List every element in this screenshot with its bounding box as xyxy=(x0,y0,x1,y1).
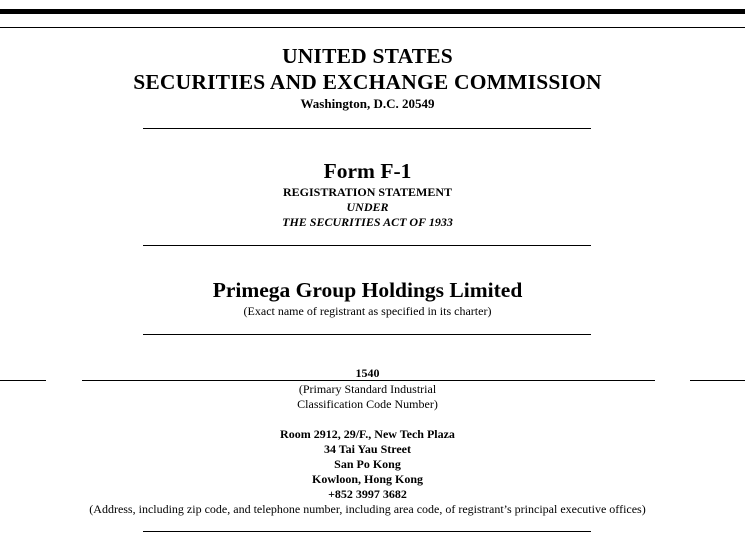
sic-underline-left xyxy=(0,380,46,381)
sic-code: 1540 xyxy=(355,366,380,380)
top-thin-rule xyxy=(0,27,745,28)
address-line-1: Room 2912, 29/F., New Tech Plaza xyxy=(280,427,455,441)
sic-note-line-2: Classification Code Number) xyxy=(297,397,438,411)
sic-note-line-1: (Primary Standard Industrial xyxy=(298,382,437,396)
form-title: Form F-1 xyxy=(323,159,412,183)
divider-4 xyxy=(143,531,591,532)
securities-act: THE SECURITIES ACT OF 1933 xyxy=(282,215,453,229)
registrant-name-note: (Exact name of registrant as specified in its charter) xyxy=(243,304,492,318)
agency-line-2: SECURITIES AND EXCHANGE COMMISSION xyxy=(133,70,602,94)
address-line-2: 34 Tai Yau Street xyxy=(323,442,411,456)
address-note: (Address, including zip code, and telephone number, including area code, of registrant’s principal executive offices) xyxy=(89,502,646,516)
sic-underline-right xyxy=(690,380,745,381)
divider-1 xyxy=(143,128,591,129)
agency-line-1: UNITED STATES xyxy=(282,44,453,68)
sic-underline-center xyxy=(82,380,655,381)
registrant-name: Primega Group Holdings Limited xyxy=(212,278,523,302)
top-thick-rule xyxy=(0,9,745,14)
under-label: UNDER xyxy=(346,200,389,214)
divider-2 xyxy=(143,245,591,246)
address-line-3: San Po Kong xyxy=(334,457,401,471)
agency-location: Washington, D.C. 20549 xyxy=(300,96,435,111)
divider-3 xyxy=(143,334,591,335)
address-line-4: Kowloon, Hong Kong xyxy=(311,472,424,486)
address-phone: +852 3997 3682 xyxy=(328,487,407,501)
registration-statement: REGISTRATION STATEMENT xyxy=(282,185,453,199)
